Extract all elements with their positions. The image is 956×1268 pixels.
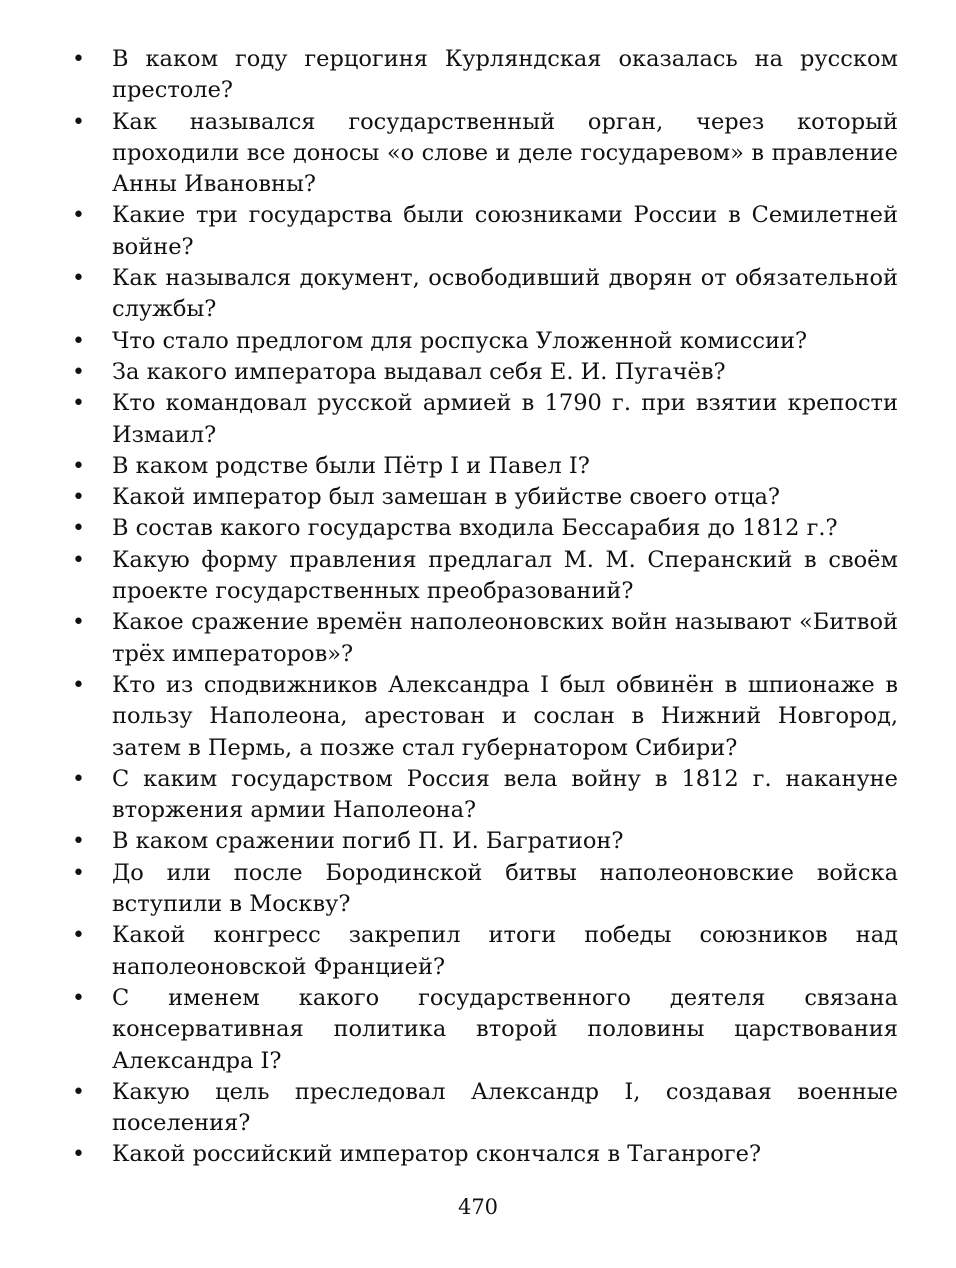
question-text: Какую цель преследовал Александр I, создавая военные поселения? bbox=[112, 1078, 898, 1137]
bullet-icon: • bbox=[72, 860, 85, 886]
question-text: В состав какого государства входила Бессарабия до 1812 г.? bbox=[112, 515, 838, 542]
bullet-icon: • bbox=[72, 985, 85, 1011]
question-item bbox=[68, 1139, 898, 1170]
bullet-icon: • bbox=[72, 203, 85, 229]
question-item bbox=[68, 326, 898, 357]
question-item bbox=[68, 826, 898, 857]
bullet-icon: • bbox=[72, 266, 85, 292]
question-text: Какую форму правления предлагал М. М. Сперанский в своём проекте государственных преобразований? bbox=[112, 546, 898, 605]
question-item bbox=[68, 451, 898, 482]
question-item bbox=[68, 107, 898, 201]
question-text: За какого императора выдавал себя Е. И. Пугачёв? bbox=[112, 358, 726, 385]
bullet-icon: • bbox=[72, 547, 85, 573]
question-text: Кто командовал русской армией в 1790 г. при взятии крепости Измаил? bbox=[112, 390, 898, 448]
bullet-icon: • bbox=[72, 1079, 85, 1105]
bullet-icon: • bbox=[72, 766, 85, 792]
question-text: Кто из сподвижников Александра I был обвинён в шпионаже в пользу Наполеона, арестован и сослан в Нижний Новгород, затем в Пермь, а позже стал губернатором Сибири? bbox=[112, 671, 898, 761]
question-list bbox=[68, 44, 898, 1171]
bullet-icon: • bbox=[72, 359, 85, 385]
question-text: С каким государством Россия вела войну в 1812 г. накануне вторжения армии Наполеона? bbox=[112, 765, 898, 824]
question-item bbox=[68, 200, 898, 263]
bullet-icon: • bbox=[72, 453, 85, 479]
bullet-icon: • bbox=[72, 1142, 85, 1168]
bullet-icon: • bbox=[72, 923, 85, 949]
question-text: Как назывался государственный орган, через который проходили все доносы «о слове и деле государевом» в правление Анны Ивановны? bbox=[112, 108, 898, 198]
question-text: В каком году герцогиня Курляндская оказалась на русском престоле? bbox=[112, 46, 898, 104]
question-item bbox=[68, 983, 898, 1077]
question-item bbox=[68, 607, 898, 670]
question-item bbox=[68, 388, 898, 451]
question-item bbox=[68, 858, 898, 921]
question-item bbox=[68, 764, 898, 827]
bullet-icon: • bbox=[72, 109, 85, 135]
question-text: Какие три государства были союзниками России в Семилетней войне? bbox=[112, 202, 898, 260]
question-text: Что стало предлогом для роспуска Уложенной комиссии? bbox=[112, 327, 808, 354]
bullet-icon: • bbox=[72, 391, 85, 417]
question-text: В каком сражении погиб П. И. Багратион? bbox=[112, 828, 624, 855]
bullet-icon: • bbox=[72, 516, 85, 542]
bullet-icon: • bbox=[72, 485, 85, 511]
bullet-icon: • bbox=[72, 610, 85, 636]
question-item bbox=[68, 482, 898, 513]
page-number: 470 bbox=[457, 1195, 499, 1219]
question-text: Какой конгресс закрепил итоги победы союзников над наполеоновской Францией? bbox=[112, 922, 898, 980]
question-text: Какое сражение времён наполеоновских войн называют «Битвой трёх императоров»? bbox=[112, 609, 898, 667]
question-text: До или после Бородинской битвы наполеоновские войска вступили в Москву? bbox=[112, 859, 898, 918]
question-text: Какой российский император скончался в Таганроге? bbox=[112, 1141, 762, 1168]
bullet-icon: • bbox=[72, 47, 85, 72]
question-item bbox=[68, 44, 898, 107]
question-item bbox=[68, 670, 898, 764]
question-item bbox=[68, 545, 898, 608]
question-item bbox=[68, 263, 898, 326]
question-item bbox=[68, 1077, 898, 1140]
question-text: В каком родстве были Пётр I и Павел I? bbox=[112, 452, 590, 479]
question-text: Как назывался документ, освободивший дворян от обязательной службы? bbox=[112, 265, 898, 323]
bullet-icon: • bbox=[72, 672, 85, 698]
question-text: Какой император был замешан в убийстве своего отца? bbox=[112, 484, 780, 511]
question-item bbox=[68, 513, 898, 544]
bullet-icon: • bbox=[72, 829, 85, 855]
bullet-icon: • bbox=[72, 328, 85, 354]
question-item bbox=[68, 357, 898, 388]
question-item bbox=[68, 920, 898, 983]
question-text: С именем какого государственного деятеля связана консервативная политика второй половины царствования Александра I? bbox=[112, 984, 898, 1074]
